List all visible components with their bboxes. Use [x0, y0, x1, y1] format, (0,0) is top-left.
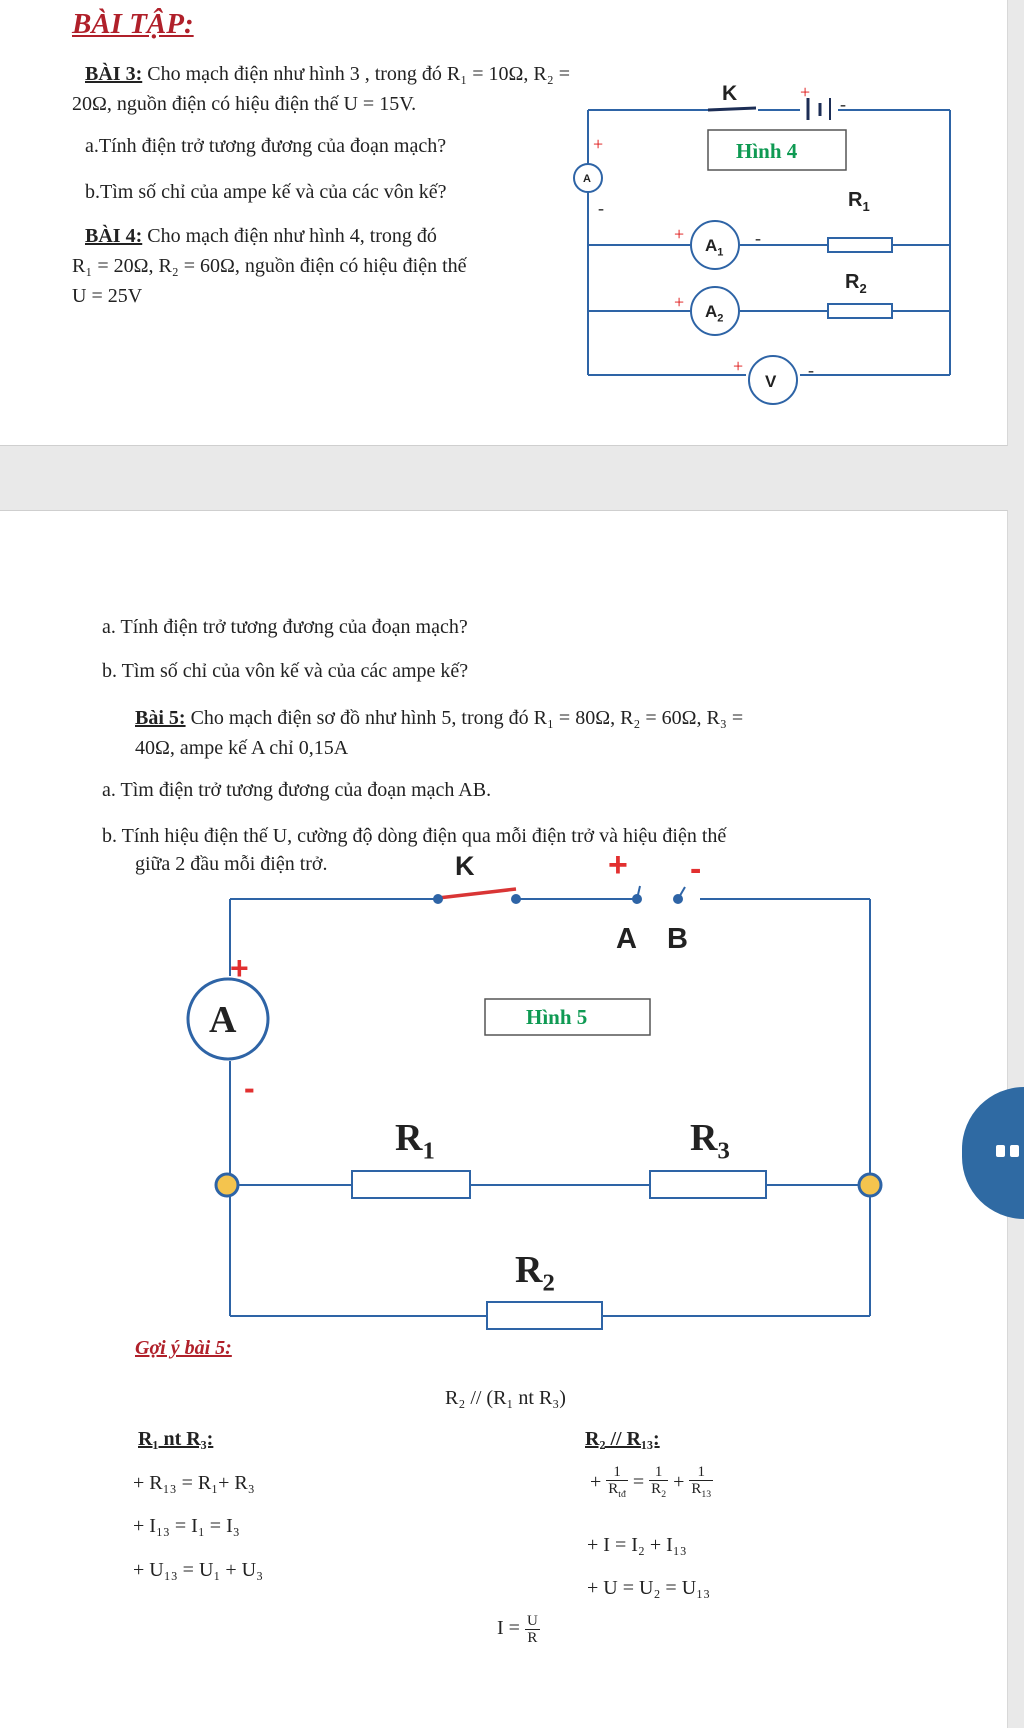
fig5-resistor-r3	[650, 1171, 766, 1198]
circuit-figure-5	[0, 511, 1007, 1728]
fig4-v-plus: +	[733, 356, 744, 376]
bai3-question-a: a.Tính điện trở tương đương của đoạn mạch?	[85, 135, 447, 157]
fig4-v-label: V	[765, 372, 777, 391]
fraction-1-over-r2: $\frac{1}{R_2}$	[651, 1464, 667, 1500]
fig4-switch-label: K	[722, 82, 738, 105]
bai5-label: Bài 5:	[135, 707, 186, 729]
bai4-line2: R₁ = 20Ω, R₂ = 60Ω, nguồn điện có hiệu điện thế	[72, 255, 467, 277]
fig4-caption: Hình 4	[736, 139, 798, 163]
circuit-figure-4	[0, 0, 1007, 445]
fig5-source-plus: +	[608, 846, 628, 884]
fig4-a-plus: +	[593, 134, 604, 154]
fig5-node-b-label: B	[667, 923, 688, 955]
side-tab-dot-2	[1010, 1145, 1019, 1157]
hint-left-3: + U₁₃ = U₁ + U₃	[133, 1559, 264, 1581]
bai4-line3: U = 25V	[72, 285, 143, 307]
hint-structure: R₂ // (R₁ nt R₃)	[445, 1387, 566, 1409]
fig5-ammeter-label: A	[209, 999, 237, 1041]
bai5-text1: Cho mạch điện sơ đồ như hình 5, trong đó R₁ = 80Ω, R₂ = 60Ω, R₃ =	[185, 707, 744, 729]
bai4-question-a: a. Tính điện trở tương đương của đoạn mạch?	[102, 616, 468, 638]
bai4-text1: Cho mạch điện như hình 4, trong đó	[142, 225, 437, 247]
fig5-resistor-r2	[487, 1302, 602, 1329]
bai3-question-b: b.Tìm số chỉ của ampe kế và của các vôn kế?	[85, 181, 447, 203]
fig5-r1-label: $R_1$	[395, 1117, 435, 1165]
fig4-resistor-r1	[828, 238, 892, 252]
side-tab-dot-1	[996, 1145, 1005, 1157]
fig4-v-minus: -	[808, 360, 814, 380]
bai3-line2: 20Ω, nguồn điện có hiệu điện thế U = 15V.	[72, 93, 417, 115]
hint-left-2: + I₁₃ = I₁ = I₃	[133, 1515, 240, 1537]
hint-left-title: R₁ nt R₃:	[138, 1428, 214, 1450]
fig5-resistor-r1	[352, 1171, 470, 1198]
bai5-question-b2: giữa 2 đầu mỗi điện trở.	[135, 853, 328, 875]
fig5-source-minus: -	[690, 850, 702, 888]
hint-right-3: + U = U₂ = U₁₃	[587, 1577, 711, 1599]
fig5-ammeter-plus: +	[230, 950, 249, 986]
exercise-card-bottom	[0, 510, 1008, 1728]
exercise-card-top	[0, 0, 1008, 446]
bai5-line2: 40Ω, ampe kế A chỉ 0,15A	[135, 737, 349, 759]
fig4-resistor-r2	[828, 304, 892, 318]
bai4-question-b: b. Tìm số chỉ của vôn kế và của các ampe kế?	[102, 660, 469, 682]
hint-right-1: + $\frac{1}{R_{tđ}}$ = $\frac{1}{R_2}$ + $\frac{1}{R_{13}}$	[590, 1464, 713, 1503]
hint-left-1: + R₁₃ = R₁+ R₃	[133, 1472, 255, 1494]
fig5-switch-label: K	[455, 851, 475, 881]
fig4-r1-label: $R_1$	[848, 189, 870, 214]
hint-ohm-law: I = $\frac{U}{R}$	[497, 1613, 538, 1646]
fig5-ammeter-minus: -	[244, 1070, 255, 1106]
fig4-battery-plus: +	[800, 82, 811, 102]
fig4-a1-plus: +	[674, 224, 685, 244]
fig5-node-a-label: A	[616, 923, 637, 955]
fig4-a-minus: -	[598, 198, 604, 218]
fig5-switch-blade	[438, 889, 516, 898]
bai4-label: BÀI 4:	[85, 225, 143, 247]
fig5-r2-label: $R_2$	[515, 1249, 555, 1297]
fig5-switch-contact-right	[511, 894, 521, 904]
fig4-a-label: A	[583, 173, 591, 185]
fig5-caption: Hình 5	[526, 1005, 588, 1029]
fraction-1-over-r13: $\frac{1}{R_{13}}$	[691, 1464, 712, 1500]
fig4-a1-label: $A_1$	[705, 236, 724, 259]
fig4-a1-minus: -	[755, 228, 761, 248]
bai3-label: BÀI 3:	[85, 63, 143, 85]
fig4-a2-plus: +	[674, 292, 685, 312]
fig4-battery-minus: -	[840, 94, 846, 114]
fig4-switch-blade	[708, 108, 756, 110]
section-title: BÀI TẬP:	[72, 8, 194, 40]
bai3-text1: Cho mạch điện như hình 3 , trong đó R₁ = 10Ω, R₂ =	[142, 63, 570, 85]
bai5-question-a: a. Tìm điện trở tương đương của đoạn mạch AB.	[102, 779, 492, 801]
fraction-1-over-rtd: $\frac{1}{R_{tđ}}$	[608, 1464, 626, 1500]
bai5-question-b1: b. Tính hiệu điện thế U, cường độ dòng điện qua mỗi điện trở và hiệu điện thế	[102, 825, 727, 847]
hint-right-title: R₂ // R₁₃:	[585, 1428, 660, 1450]
fig4-r2-label: $R_2$	[845, 271, 867, 296]
fig5-node-left	[216, 1174, 238, 1196]
fig5-node-right	[859, 1174, 881, 1196]
fig4-a2-label: $A_2$	[705, 302, 724, 325]
hint-title: Gợi ý bài 5:	[135, 1337, 232, 1359]
fraction-u-over-r: $\frac{U}{R}$	[526, 1613, 538, 1646]
hint-right-2: + I = I₂ + I₁₃	[587, 1534, 687, 1556]
fig5-r3-label: $R_3$	[690, 1117, 730, 1165]
fig5-switch-contact-left	[433, 894, 443, 904]
